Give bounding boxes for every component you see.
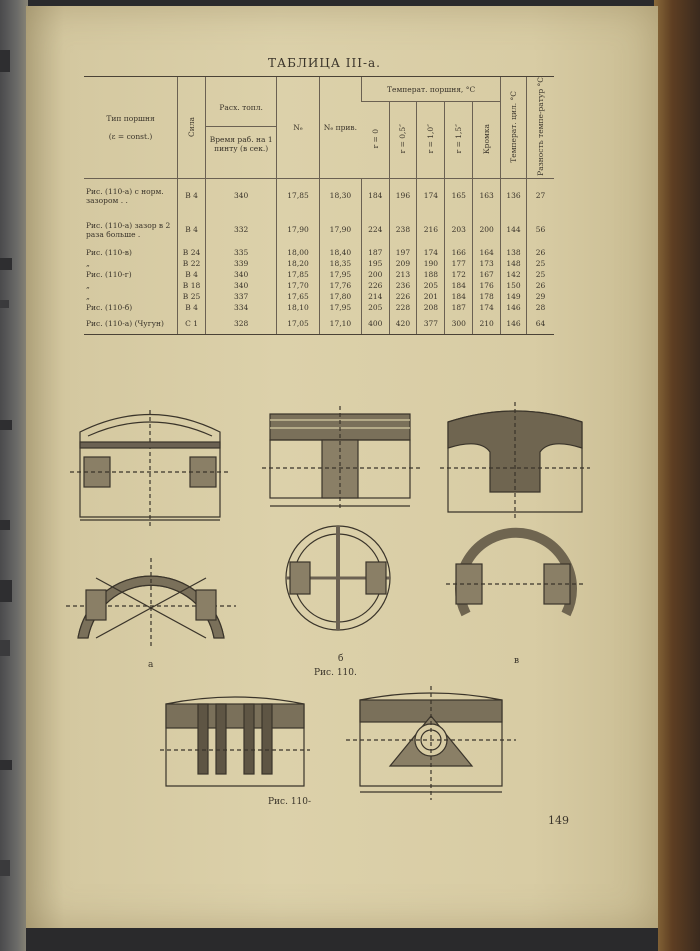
- header-edge: Кромка: [473, 102, 501, 179]
- table-cell-diff: 26: [526, 280, 554, 291]
- table-cell-t10: 208: [417, 302, 445, 313]
- table-cell-ne_red: 17,95: [319, 269, 361, 280]
- table-row: [84, 179, 554, 213]
- table-cell-t10: 188: [417, 269, 445, 280]
- table-cell-t05: 209: [389, 258, 417, 269]
- table-cell-ne: 17,70: [277, 280, 319, 291]
- table-cell-diff: 56: [526, 213, 554, 247]
- page-number: 149: [548, 814, 569, 827]
- table-cell-t15: 184: [445, 280, 473, 291]
- table-cell-t15: 166: [445, 247, 473, 258]
- table-row: [84, 269, 554, 280]
- table-row: [84, 258, 554, 269]
- table-cell-edge: 200: [473, 213, 501, 247]
- table-row: [84, 302, 554, 313]
- header-piston-temp: Температ. поршня, °С: [362, 77, 501, 102]
- table-cell-cyl: 146: [501, 313, 527, 335]
- table-cell-fuel: 340: [205, 179, 276, 213]
- table-cell-t15: 177: [445, 258, 473, 269]
- sublabel-a: а: [148, 660, 154, 670]
- table-cell-type: „: [86, 291, 90, 301]
- table-cell-t15: 300: [445, 313, 473, 335]
- table-cell-diff: 25: [526, 269, 554, 280]
- table-cell-diff: 26: [526, 247, 554, 258]
- data-table: [84, 76, 554, 335]
- book-page-edges: [654, 0, 700, 951]
- table-cell-t0: 205: [362, 302, 389, 313]
- table-cell-edge: 178: [473, 291, 501, 302]
- table-cell-t05: 228: [389, 302, 417, 313]
- table-cell-t05: 197: [389, 247, 417, 258]
- table-cell-t05: 236: [389, 280, 417, 291]
- piston-drawing-a-plan: [66, 538, 236, 650]
- table-cell-t15: 203: [445, 213, 473, 247]
- table-row: [84, 291, 554, 302]
- piston-drawing-e-side: [346, 686, 516, 800]
- piston-drawing-d-side: [160, 690, 310, 796]
- table-cell-t10: 190: [417, 258, 445, 269]
- table-cell-ne: 17,05: [277, 313, 319, 335]
- table-cell-stroke: В 18: [178, 280, 206, 291]
- table-cell-fuel: 334: [205, 302, 276, 313]
- table-cell-type: Рис. (110-а) зазор в 2 раза больше .: [86, 220, 171, 239]
- sublabel-b: б: [338, 654, 344, 664]
- table-cell-ne_red: 18,35: [319, 258, 361, 269]
- table-cell-edge: 210: [473, 313, 501, 335]
- header-fuel: Расх. топл. Время раб. на 1 пинту (в сек.): [205, 77, 276, 179]
- table-cell-edge: 174: [473, 302, 501, 313]
- table-cell-cyl: 144: [501, 213, 527, 247]
- table-row: [84, 247, 554, 258]
- table-cell-fuel: 332: [205, 213, 276, 247]
- figure-caption-bottom: Рис. 110-: [268, 797, 312, 807]
- piston-drawing-b-plan: [266, 520, 416, 632]
- table-cell-cyl: 148: [501, 258, 527, 269]
- table-cell-t15: 187: [445, 302, 473, 313]
- header-stroke: Сила: [178, 77, 206, 179]
- table-cell-ne: 18,00: [277, 247, 319, 258]
- table-cell-edge: 164: [473, 247, 501, 258]
- table-cell-type: „: [86, 280, 90, 290]
- table-cell-cyl: 142: [501, 269, 527, 280]
- table-cell-t0: 226: [362, 280, 389, 291]
- table-cell-cyl: 150: [501, 280, 527, 291]
- header-ne: Nₑ: [277, 77, 319, 179]
- table-cell-cyl: 146: [501, 302, 527, 313]
- header-cyl-temp: Температ. цил. °С: [501, 77, 527, 179]
- table-cell-diff: 27: [526, 179, 554, 213]
- table-cell-t0: 214: [362, 291, 389, 302]
- table-cell-fuel: 340: [205, 269, 276, 280]
- header-r05: r = 0,5″: [389, 102, 417, 179]
- piston-drawing-a-side: [60, 402, 240, 537]
- table-cell-stroke: В 4: [178, 269, 206, 280]
- table-cell-cyl: 136: [501, 179, 527, 213]
- table-cell-edge: 173: [473, 258, 501, 269]
- header-r0: r = 0: [362, 102, 389, 179]
- table-cell-stroke: В 22: [178, 258, 206, 269]
- table-cell-t10: 377: [417, 313, 445, 335]
- table-cell-t15: 165: [445, 179, 473, 213]
- piston-drawing-b-side: [262, 406, 422, 518]
- table-cell-diff: 25: [526, 258, 554, 269]
- table-cell-t0: 400: [362, 313, 389, 335]
- header-diff: Разность темпе-ратур °С: [526, 77, 554, 179]
- sublabel-c: в: [514, 656, 520, 666]
- table-cell-stroke: В 4: [178, 213, 206, 247]
- table-cell-t05: 238: [389, 213, 417, 247]
- table-cell-ne_red: 17,10: [319, 313, 361, 335]
- table-cell-fuel: 339: [205, 258, 276, 269]
- table-cell-type: Рис. (110-а) с норм. зазором . .: [86, 186, 164, 205]
- table-cell-t05: 420: [389, 313, 417, 335]
- table-cell-diff: 28: [526, 302, 554, 313]
- table-cell-ne: 17,65: [277, 291, 319, 302]
- piston-drawing-c-plan: [446, 514, 586, 626]
- table-cell-t0: 184: [362, 179, 389, 213]
- table-cell-type: Рис. (110-а) (Чугун): [84, 313, 178, 335]
- table-cell-ne_red: 18,40: [319, 247, 361, 258]
- table-surface: [26, 928, 658, 951]
- table-cell-t0: 224: [362, 213, 389, 247]
- table-cell-fuel: 337: [205, 291, 276, 302]
- table-cell-t05: 196: [389, 179, 417, 213]
- table-cell-stroke: С 1: [178, 313, 206, 335]
- table-cell-stroke: В 4: [178, 302, 206, 313]
- table-cell-ne_red: 17,76: [319, 280, 361, 291]
- table-cell-ne_red: 17,80: [319, 291, 361, 302]
- table-cell-ne_red: 18,30: [319, 179, 361, 213]
- table-cell-type: Рис. (110-г): [86, 269, 132, 279]
- table-cell-ne: 17,90: [277, 213, 319, 247]
- figure-caption-main: Рис. 110.: [314, 668, 357, 678]
- table-cell-t0: 187: [362, 247, 389, 258]
- table-cell-edge: 176: [473, 280, 501, 291]
- table-row: [84, 313, 554, 335]
- table-cell-ne: 18,20: [277, 258, 319, 269]
- table-cell-type: „: [86, 258, 90, 268]
- table-cell-t0: 195: [362, 258, 389, 269]
- table-cell-ne_red: 17,90: [319, 213, 361, 247]
- table-cell-stroke: В 25: [178, 291, 206, 302]
- table-cell-t10: 205: [417, 280, 445, 291]
- table-cell-stroke: В 24: [178, 247, 206, 258]
- table-cell-t10: 174: [417, 179, 445, 213]
- table-cell-edge: 163: [473, 179, 501, 213]
- table-cell-t10: 174: [417, 247, 445, 258]
- header-r15: r = 1,5″: [445, 102, 473, 179]
- table-cell-fuel: 328: [205, 313, 276, 335]
- header-ne-reduced: Nₑ прив.: [319, 77, 361, 179]
- table-title: ТАБЛИЦА III-а.: [268, 56, 381, 70]
- table-row: [84, 280, 554, 291]
- header-r10: r = 1,0″: [417, 102, 445, 179]
- table-cell-t05: 226: [389, 291, 417, 302]
- table-row: [84, 213, 554, 247]
- table-cell-cyl: 149: [501, 291, 527, 302]
- spine-marks: [0, 0, 28, 951]
- table-cell-t05: 213: [389, 269, 417, 280]
- table-cell-ne: 17,85: [277, 179, 319, 213]
- table-cell-edge: 167: [473, 269, 501, 280]
- table-cell-type: Рис. (110-б): [86, 302, 133, 312]
- table-cell-fuel: 335: [205, 247, 276, 258]
- table-cell-fuel: 340: [205, 280, 276, 291]
- header-type: Тип поршня (ε = const.): [84, 77, 178, 179]
- table-cell-stroke: В 4: [178, 179, 206, 213]
- table-cell-t10: 201: [417, 291, 445, 302]
- table-cell-t15: 172: [445, 269, 473, 280]
- table-cell-t15: 184: [445, 291, 473, 302]
- table-cell-ne_red: 17,95: [319, 302, 361, 313]
- table-cell-ne: 18,10: [277, 302, 319, 313]
- table-cell-diff: 29: [526, 291, 554, 302]
- table-cell-diff: 64: [526, 313, 554, 335]
- table-cell-ne: 17,85: [277, 269, 319, 280]
- book-spine-left: [0, 0, 28, 951]
- table-cell-type: Рис. (110-в): [86, 247, 132, 257]
- table-cell-cyl: 138: [501, 247, 527, 258]
- table-cell-t0: 200: [362, 269, 389, 280]
- piston-drawing-c-side: [440, 402, 590, 520]
- table-cell-t10: 216: [417, 213, 445, 247]
